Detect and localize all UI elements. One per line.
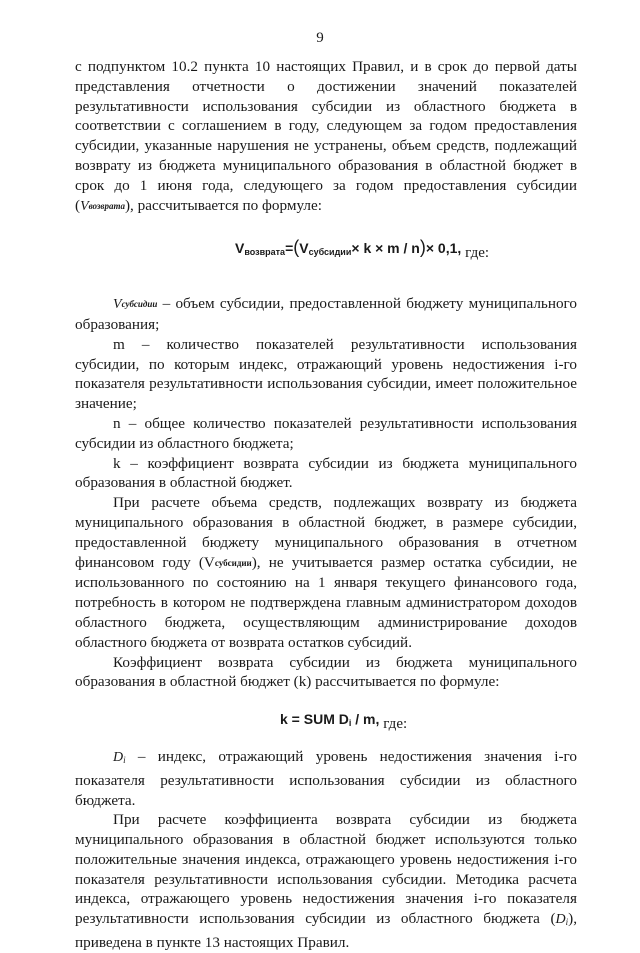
definition-v-subsidy-text: – объем субсидии, предоставленной бюджету муниципального образования; [75, 295, 577, 333]
document-body [75, 57, 577, 953]
formula-v-subsidy: $V_{субсидии}$ [299, 240, 352, 258]
definition-m: m – количество показателей результативности использования субсидии, по которым индекс, отражающий уровень недостижения i-го показателя результативности использования субсидии, имеет положительное значение; [75, 335, 577, 413]
paragraph-final: При расчете коэффициента возврата субсидии из бюджета муниципального образования в областной бюджет используются только положительные значения индекса, отражающего уровень недостижения i-го показателя результативности использования субсидии. Методика расчета индекса, отражающего уровень недостижения значения i-го показателя результативности использования субсидии из областного бюджета $(D_i)$, приведена в пункте 13 настоящих Правил. [75, 811, 577, 952]
paragraph-coefficient: Коэффициент возврата субсидии из бюджета муниципального образования в областной бюджет (k) рассчитывается по формуле: [75, 653, 577, 691]
formula2-tail: / m, [351, 711, 380, 728]
formula-coefficient [75, 710, 577, 735]
definition-k: k – коэффициент возврата субсидии из бюджета муниципального образования в областной бюджет. [75, 454, 577, 492]
formula2-sub: i [348, 718, 352, 729]
paragraph-calculation: При расчете объема средств, подлежащих возврату из бюджета муниципального образования в областной бюджет, в размере субсидии, предоставленной бюджету муниципального образования в отчетном финансовом году (Vсубсидии), не учитывается размер остатка субсидии, не использованного по состоянию на 1 января текущего финансового года, потребность в котором не подтверждена главным администратором доходов областного бюджета, осуществляющим администрирование доходов областного бюджета от возврата остатков субсидий. [75, 494, 578, 651]
definition-di [75, 747, 577, 810]
definition-v-subsidy [75, 294, 577, 335]
formula2-where: где: [383, 716, 408, 733]
formula-mid: × k × m / n [351, 240, 420, 257]
definition-n: n – общее количество показателей результативности использования субсидии из областного бюджета; [75, 414, 577, 452]
page-number: 9 [316, 30, 324, 46]
symbol-v-subsidy: Vсубсидии [113, 297, 158, 313]
formula-where: где: [465, 245, 490, 262]
formula-lhs: $V_{возврата}$ [235, 240, 286, 258]
formula-rest: × 0,1, [425, 240, 462, 257]
formula-open-paren: ( [293, 237, 300, 258]
symbol-di: $D_i$ [113, 749, 126, 765]
paragraph-intro-text: с подпунктом 10.2 пункта 10 настоящих Правил, и в срок до первой даты представления отчетности о достижении значений показателей результативности использования субсидии из областного бюджета в соответствии с соглашением в году, следующем за годом предоставления субсидии, указанные нарушения не устранены, объем средств, подлежащий возврату из бюджета муниципального образования в областной бюджет в срок до 1 июня года, следующего за годом предоставления субсидии ( [75, 58, 577, 214]
symbol-v-return: Vвозврата [80, 198, 125, 214]
paragraph-intro [75, 57, 577, 216]
formula-eq: = [285, 240, 294, 257]
symbol-di-inline: $D_i$ [555, 912, 569, 928]
formula-return-volume [75, 238, 577, 264]
definition-di-text: – индекс, отражающий уровень недостижения значения i-го показателя результативности использования субсидии из областного бюджета. [75, 747, 577, 809]
formula-close-paren: ) [419, 237, 426, 258]
paragraph-intro-tail: ), рассчитывается по формуле: [124, 196, 322, 214]
subscript-subsidy: субсидии [214, 557, 252, 568]
formula2-expr: k = SUM D [280, 711, 349, 728]
